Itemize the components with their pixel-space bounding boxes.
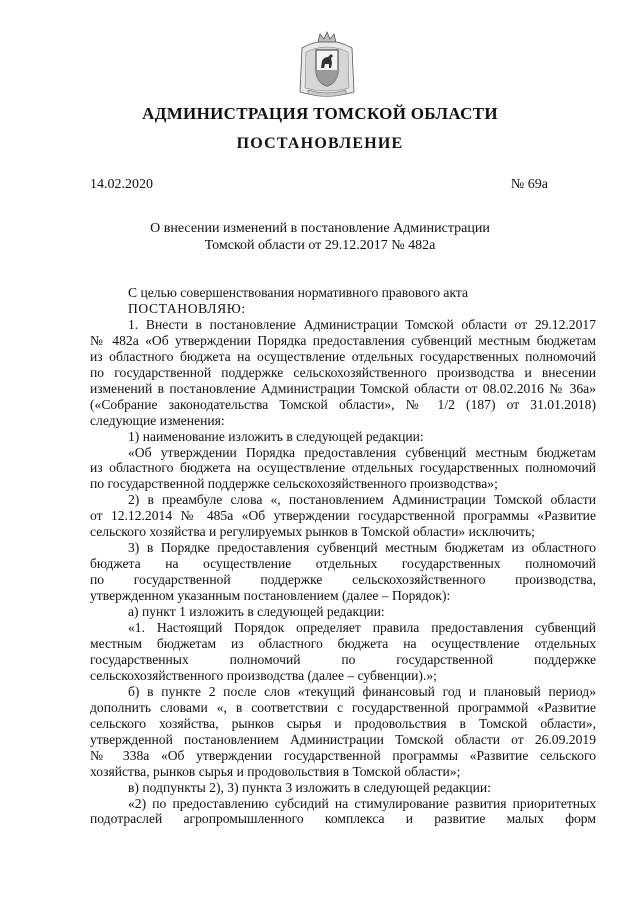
body-line: дополнить словами «, в соответствии с государственной программой «Развитие	[90, 699, 596, 715]
body-line: по государственной поддержке сельскохозяйственного производства и внесении	[90, 364, 596, 380]
document-number: № 69а	[510, 177, 548, 192]
body-line: государственных полномочий по государственной поддержке	[90, 651, 596, 667]
body-line: по государственной поддержке сельскохозяйственного производства,	[90, 572, 596, 588]
body-line: («Собрание законодательства Томской области», № 1/2 (187) от 31.01.2018)	[90, 396, 596, 412]
body-line: 1) наименование изложить в следующей редакции:	[128, 428, 424, 444]
organization-name: АДМИНИСТРАЦИЯ ТОМСКОЙ ОБЛАСТИ	[142, 104, 498, 123]
body-line: в) подпункты 2), 3) пункта 3 изложить в следующей редакции:	[128, 779, 491, 795]
body-line: хозяйства, рынков сырья и продовольствия в Томской области»;	[90, 763, 461, 779]
body-line: «1. Настоящий Порядок определяет правила предоставления субвенций	[128, 620, 596, 636]
body-line: 3) в Порядке предоставления субвенций местным бюджетам из областного	[128, 540, 596, 556]
body-line: № 338а «Об утверждении государственной программы «Развитие сельского	[90, 747, 596, 763]
title-line: О внесении изменений в постановление Администрации	[150, 221, 490, 236]
body-line: подотраслей агропромышленного комплекса и развитие малых форм	[90, 811, 596, 827]
body-line-decree: ПОСТАНОВЛЯЮ:	[128, 300, 246, 316]
body-line: утвержденном указанным постановлением (далее – Порядок):	[90, 588, 451, 604]
title-line: Томской области от 29.12.2017 № 482а	[204, 238, 436, 253]
body-line: изменений в постановление Администрации Томской области от 08.02.2016 № 36а»	[90, 380, 596, 396]
body-line: № 482а «Об утверждении Порядка предоставления субвенций местным бюджетам	[90, 332, 596, 348]
body-line: «Об утверждении Порядка предоставления субвенций местным бюджетам	[128, 444, 596, 460]
body-line: из областного бюджета на осуществление отдельных государственных полномочий	[90, 460, 596, 476]
body-line: сельскохозяйственного производства (далее – субвенции).»;	[90, 667, 437, 683]
body-line: от 12.12.2014 № 485а «Об утверждении государственной программы «Развитие	[90, 508, 596, 524]
body-line: «2) по предоставлению субсидий на стимулирование развития приоритетных	[128, 795, 596, 811]
body-line: утвержденной постановлением Администрации Томской области от 26.09.2019	[90, 731, 596, 747]
coat-of-arms-emblem	[298, 30, 356, 98]
document-body	[90, 285, 596, 827]
body-line: С целью совершенствования нормативного правового акта	[128, 285, 469, 300]
body-line: из областного бюджета на осуществление отдельных государственных полномочий	[90, 348, 596, 364]
body-line: по государственной поддержке сельскохозяйственного производства»;	[90, 476, 498, 492]
coat-of-arms-icon	[298, 30, 356, 98]
document-date: 14.02.2020	[90, 177, 153, 192]
document-type: ПОСТАНОВЛЕНИЕ	[236, 135, 404, 152]
body-line: 2) в преамбуле слова «, постановлением Администрации Томской области	[128, 492, 596, 508]
body-line: сельского хозяйства, рынков сырья и продовольствия в Томской области»,	[90, 715, 596, 731]
body-line: местным бюджетам из областного бюджета на осуществление отдельных	[90, 635, 596, 651]
body-line: бюджета на осуществление отдельных государственных полномочий	[90, 556, 596, 572]
body-line: следующие изменения:	[90, 412, 225, 428]
body-line: 1. Внести в постановление Администрации Томской области от 29.12.2017	[128, 316, 596, 332]
body-line: а) пункт 1 изложить в следующей редакции:	[128, 604, 385, 620]
body-line: б) в пункте 2 после слов «текущий финансовый год и плановый период»	[128, 683, 596, 699]
body-line: сельского хозяйства и регулируемых рынков в Томской области» исключить;	[90, 524, 535, 540]
document-title	[0, 220, 640, 254]
